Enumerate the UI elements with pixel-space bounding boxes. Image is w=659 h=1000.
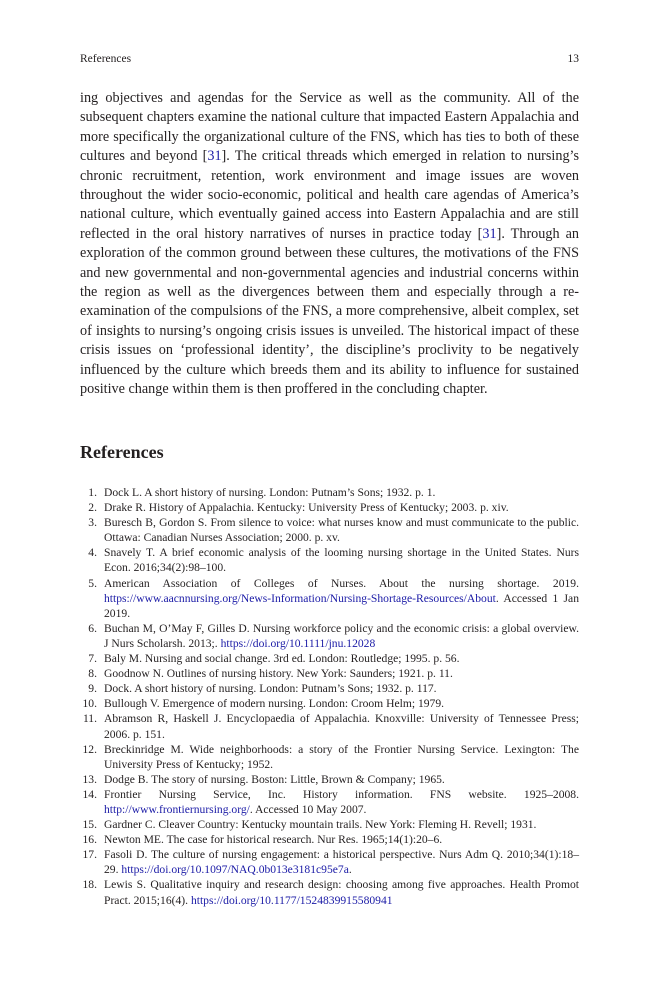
reference-text-after-link: . Accessed 1 Jan 2019.	[104, 591, 579, 620]
reference-text: Dock L. A short history of nursing. London: Putnam’s Sons; 1932. p. 1.	[104, 486, 436, 499]
reference-item	[80, 832, 579, 847]
reference-number: 18.	[82, 878, 97, 892]
reference-text: American Association of Colleges of Nurses. About the nursing shortage. 2019.	[104, 576, 579, 590]
reference-item	[80, 772, 579, 787]
reference-number: 13.	[82, 772, 97, 786]
reference-item	[80, 742, 579, 772]
reference-number: 6.	[88, 621, 97, 635]
reference-item	[80, 847, 579, 877]
reference-text: Fasoli D. The culture of nursing engagement: a historical perspective. Nurs Adm Q. 2010;34(1):18–29.	[104, 848, 579, 877]
body-text-part-2: ]. The critical threads which emerged in relation to nursing’s chronic recruitment, retention, work environment and image issues are woven throughout the wider socio-economic, political and health care agendas of America’s national culture, which eventually gained access into Eastern Appalachia and are still reflected in the oral history narratives of nurses in practice today [	[80, 148, 579, 242]
reference-item	[80, 515, 579, 545]
reference-doi-link[interactable]: https://doi.org/10.1111/jnu.12028	[220, 636, 376, 650]
reference-doi-link[interactable]: https://doi.org/10.1097/NAQ.0b013e3181c95e7a	[121, 863, 349, 877]
reference-text-after-link: . Accessed 10 May 2007.	[249, 802, 367, 816]
reference-number: 7.	[88, 652, 97, 666]
reference-number: 17.	[82, 848, 97, 862]
reference-url-link[interactable]: https://www.aacnnursing.org/News-Information/Nursing-Shortage-Resources/About	[104, 591, 496, 605]
page-number: 13	[567, 53, 579, 65]
reference-item	[80, 576, 579, 621]
reference-number: 1.	[88, 486, 97, 499]
reference-item	[80, 711, 579, 741]
reference-item	[80, 681, 579, 696]
reference-text: Drake R. History of Appalachia. Kentucky: University Press of Kentucky; 2003. p. xiv.	[104, 501, 509, 515]
body-text-part-3: ]. Through an exploration of the common ground between these cultures, the motivations of the FNS and new governmental and non-governmental agencies and industrial concerns within the region as well as the divergences between them and especially through a re-examination of the compulsions of the FNS, a more comprehensive, albeit complex, set of insights to nursing’s ongoing crisis issues is unveiled. The historical impact of these crisis issues on ‘professional identity’, the discipline’s proclivity to be negatively influenced by the culture which breeds them and its ability to influence for sustained positive change within them is then proffered in the concluding chapter.	[80, 225, 580, 398]
reference-text: Snavely T. A brief economic analysis of the looming nursing shortage in the United States. Nurs Econ. 2016;34(2):98–100.	[104, 546, 579, 575]
reference-text: Frontier Nursing Service, Inc. History information. FNS website. 1925–2008.	[104, 787, 579, 801]
reference-number: 11.	[82, 712, 97, 726]
reference-number: 15.	[82, 818, 97, 832]
reference-number: 8.	[88, 667, 97, 681]
reference-text: Abramson R, Haskell J. Encyclopaedia of Appalachia. Knoxville: University of Tennessee Press; 2006. p. 151.	[104, 712, 579, 741]
body-text-part-1: ing objectives and agendas for the Service as well as the community. All of the subsequent chapters examine the national culture that impacted Eastern Appalachia and more specifically the organizational culture of the FNS, which has ties to both of these cultures and beyond [	[80, 90, 579, 165]
reference-number: 2.	[88, 501, 97, 515]
reference-text: Buchan M, O’May F, Gilles D. Nursing workforce policy and the economic crisis: a global overview. J Nurs Scholarsh. 2013;.	[104, 621, 579, 650]
reference-item	[80, 621, 579, 651]
reference-text: Dock. A short history of nursing. London: Putnam’s Sons; 1932. p. 117.	[104, 682, 437, 696]
running-title: References	[80, 53, 132, 65]
reference-text: Goodnow N. Outlines of nursing history. New York: Saunders; 1921. p. 11.	[104, 667, 453, 681]
reference-item	[80, 500, 579, 515]
reference-list	[80, 485, 579, 908]
reference-text: Breckinridge M. Wide neighborhoods: a story of the Frontier Nursing Service. Lexington: The University Press of Kentucky; 1952.	[104, 742, 579, 771]
reference-url-link[interactable]: http://www.frontiernursing.org/	[104, 802, 250, 816]
reference-text-after-link: .	[348, 863, 352, 877]
reference-doi-link[interactable]: https://doi.org/10.1177/1524839915580941	[190, 893, 393, 907]
body-paragraph	[80, 89, 579, 400]
reference-number: 4.	[88, 546, 97, 560]
reference-text: Newton ME. The case for historical research. Nur Res. 1965;14(1):20–6.	[104, 833, 443, 847]
reference-number: 10.	[82, 697, 97, 711]
reference-item	[80, 485, 579, 500]
references-heading: References	[80, 442, 164, 462]
reference-item	[80, 696, 579, 711]
reference-item	[80, 666, 579, 681]
reference-item	[80, 817, 579, 832]
reference-number: 14.	[82, 787, 97, 801]
citation-link-31-second[interactable]: 31	[482, 225, 497, 242]
reference-text: Bullough V. Emergence of modern nursing. London: Croom Helm; 1979.	[104, 697, 445, 711]
reference-number: 16.	[82, 833, 97, 847]
reference-item	[80, 651, 579, 666]
reference-item	[80, 877, 579, 907]
reference-text: Baly M. Nursing and social change. 3rd ed. London: Routledge; 1995. p. 56.	[104, 652, 460, 666]
citation-link-31[interactable]: 31	[207, 148, 222, 165]
running-head	[80, 51, 579, 67]
reference-text: Dodge B. The story of nursing. Boston: Little, Brown & Company; 1965.	[104, 772, 445, 786]
reference-text: Gardner C. Cleaver Country: Kentucky mountain trails. New York: Fleming H. Revell; 1931.	[104, 818, 537, 832]
reference-number: 3.	[88, 516, 97, 530]
reference-item	[80, 545, 579, 575]
reference-number: 9.	[88, 682, 97, 696]
reference-item	[80, 787, 579, 817]
reference-number: 12.	[82, 742, 97, 756]
reference-text: Buresch B, Gordon S. From silence to voice: what nurses know and must communicate to the public. Ottawa: Canadian Nurses Association; 2000. p. xv.	[104, 516, 579, 545]
reference-text: Lewis S. Qualitative inquiry and research design: choosing among five approaches. Health Promot Pract. 2015;16(4).	[104, 878, 579, 907]
reference-number: 5.	[88, 576, 97, 590]
